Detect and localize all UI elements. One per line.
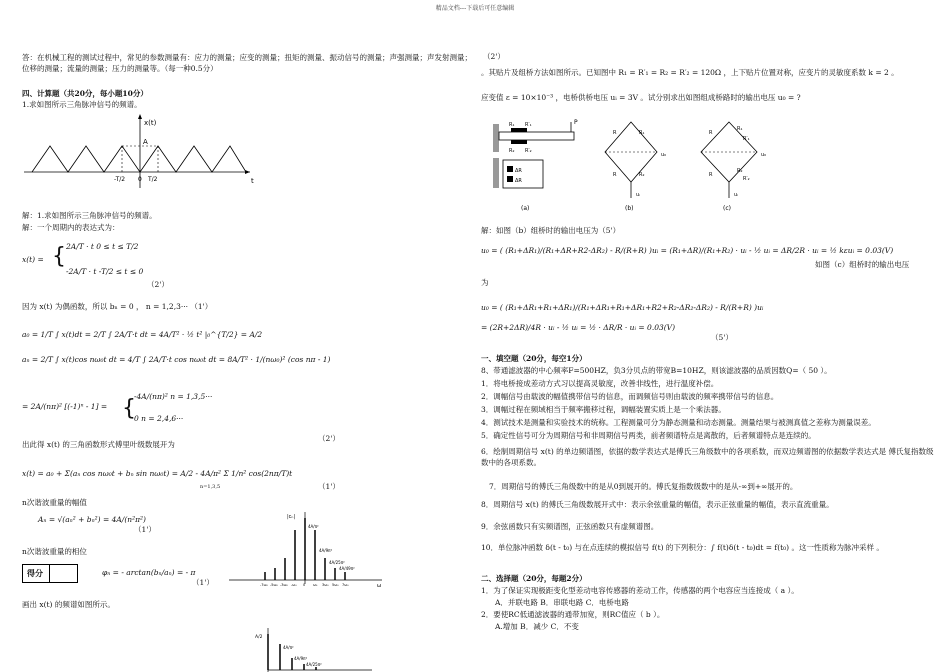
- fill-title: 一、填空题（20分，每空1分）: [481, 354, 587, 363]
- bridge-c-r-top: R: [709, 130, 713, 136]
- spectrum-lines: [265, 518, 345, 580]
- fill-item-0: 8、带通滤波器的中心频率F=500HZ，负3分贝点的带宽B=10HZ，则该滤波器的品质因数Q=（ 50 ）。: [481, 366, 832, 375]
- axis-5: 5ω₀: [332, 583, 339, 587]
- an-case1: -4A/(nπ)² n = 1,3,5···: [134, 392, 213, 401]
- a0-equation: a₀ = 1/T ∫ x(t)dt = 2/T ∫ 2A/T·t dt = 4A/T² · ½ t² |₀^{T/2} = A/2: [22, 330, 263, 339]
- spectrum-x-label: ω: [377, 583, 382, 589]
- an-equation: aₙ = 2/T ∫ x(t)cos nω₀t dt = 4/T ∫ 2A/T·t cos nω₀t dt = 8A/T² · 1/(nω₀)² (cos nπ - 1): [22, 355, 331, 364]
- score-divider: [49, 565, 50, 582]
- gauge-detail: [503, 160, 543, 188]
- phase-equation: φₙ = - arctan(bₙ/aₙ) = - π: [102, 568, 196, 577]
- an-score: （2'）: [318, 434, 340, 443]
- figure-b: [605, 122, 666, 212]
- an-result: = 2A/(nπ)² [(-1)ⁿ - 1] =: [22, 402, 108, 411]
- bridge-c-r1: R₁: [737, 126, 743, 132]
- label-r2-dr: ΔR: [515, 178, 522, 184]
- score-box: [22, 564, 78, 583]
- fig1-tlabel: t: [251, 177, 254, 185]
- fig1-pos-half: T/2: [148, 176, 158, 183]
- series-sum-range: n=1,3,5: [200, 484, 221, 490]
- series-equation: x(t) = a₀ + Σ(aₙ cos nω₀t + bₙ sin nω₀t) = A/2 - 4A/π² Σ 1/n² cos(2nπ/T)t: [22, 469, 293, 478]
- amplitude-score: （1'）: [134, 525, 156, 534]
- figure-b-label: (b): [625, 205, 634, 212]
- label-r2: R₂: [509, 148, 515, 154]
- phase-title: n次谐波重量的相位: [22, 547, 87, 556]
- equation-c2: = (2R+2ΔR)/4R · uᵢ - ½ uᵢ = ½ · ΔR/R · uᵢ = 0.03(V): [481, 323, 676, 332]
- left-column: [22, 12, 477, 672]
- bridge-c-r2: R₂: [737, 168, 743, 174]
- phase-label-2: 4A/9π²: [294, 656, 308, 661]
- series-intro: 出此得 x(t) 的三角函数形式傅里叶级数展开为: [22, 440, 175, 449]
- solution-c: 如图（c）组桥时的输出电压: [815, 260, 910, 269]
- solution-period: 解：一个周期内的表达式为：: [22, 223, 120, 232]
- even-function-note: 因为 x(t) 为偶函数，所以 bₙ = 0 ， n = 1,2,3··· （1'）: [22, 302, 213, 311]
- amplitude-equation: Aₙ = √(aₙ² + bₙ²) = 4A/(n²π²): [38, 515, 146, 524]
- fig1-ylabel: x(t): [144, 119, 157, 127]
- fill-item-9: 9．余弦函数只有实频谱图，正弦函数只有虚频谱图。: [481, 522, 659, 531]
- x-axis-arrow: [138, 114, 142, 119]
- figure-c-label: (c): [723, 205, 731, 212]
- bridge-c-ui: uᵢ: [734, 192, 739, 198]
- bridge-question-1: 。其贴片及组桥方法如图所示。已知图中 R₁ = R′₁ = R₂ = R′₂ = 120Ω ，上下贴片位置对称，应变片的灵敏度系数 k = 2 。: [481, 68, 899, 77]
- bridge-c-r-bottom: R: [709, 172, 713, 178]
- fill-item-5: 5．确定性信号可分为周期信号和非周期信号两类，前者频谱特点是离散的，后者频谱特点是连续的。: [481, 431, 816, 440]
- fill-item-1: 1．将电桥接成差动方式习以提高灵敏度，改善非线性，进行温度补偿。: [481, 379, 719, 388]
- bridge-c-u0: u₀: [761, 152, 767, 158]
- amplitude-spectrum-figure: [227, 508, 387, 590]
- figure-a: [493, 119, 578, 212]
- bridge-b-r2: R₂: [639, 172, 645, 178]
- score-label: 得分: [27, 568, 43, 578]
- phase-label-1: 4A/π²: [283, 645, 294, 650]
- axis-m1: -ω₀: [291, 583, 297, 587]
- gauge-bottom: [511, 140, 527, 144]
- phase-label-0: A/2: [255, 635, 263, 640]
- series-score: （1'）: [318, 482, 340, 491]
- phase-spectrum-figure: [244, 624, 374, 672]
- figure-c: [701, 122, 766, 212]
- choice-item-1: A．并联电路 B．串联电路 C．电桥电路: [495, 598, 629, 607]
- spectrum-label-3: 4A/49π²: [339, 566, 355, 571]
- spectrum-y-label: |cₙ|: [287, 514, 296, 520]
- equation-b: u₀ = ( (R₁+ΔR₁)/(R₁+ΔR+R2-ΔR₂) - R/(R+R) )uᵢ = (R₁+ΔR)/(R₁+R₂) · uᵢ - ½ uᵢ = ΔR/2R · uᵢ = ½ kεuᵢ = 0.03(V): [481, 246, 894, 255]
- fill-item-7: 7．周期信号的傅氏三角级数中的是从0到展开的。傅氏复指数级数中的是从-∞到+∞展开的。: [489, 482, 798, 491]
- clamp-top: [493, 124, 499, 152]
- phase-label-3: 4A/25π²: [306, 662, 322, 667]
- fill-item-2: 2．调幅信号由载波的幅值携带信号的信息，而调频信号则由载波的频率携带信号的信息。: [481, 392, 779, 401]
- right-column: [481, 12, 941, 672]
- spectrum-label-1: 4A/9π²: [319, 548, 333, 553]
- phase-score: （1'）: [192, 578, 214, 587]
- section4-title: 四、计算题（共20分，每小题10分）: [22, 89, 148, 98]
- label-r1-dr: ΔR: [515, 168, 522, 174]
- fill-item-4: 4．测试技术是测量和实验技术的统称。工程测量可分为静态测量和动态测量。测量结果与被测真值之差称为测量误差。: [481, 418, 876, 427]
- axis-7: 7ω₀: [342, 583, 349, 587]
- label-r1: R₁: [509, 122, 515, 128]
- bridge-b-u0: u₀: [661, 152, 667, 158]
- gauge-detail-2: [507, 176, 513, 182]
- answer-intro: 答：在机械工程的测试过程中，常见的参数测量有：应力的测量；应变的测量；扭矩的测量、振动信号的测量；声强测量；声发射测量；位移的测量；流量的测量；压力的测量等。（每一种0.5分）: [22, 53, 472, 73]
- triangle-wave: [32, 146, 246, 172]
- choice-item-3: A.增加 B．减少 C．不变: [495, 622, 579, 631]
- draw-spectrum-note: 画出 x(t) 的频谱如图所示。: [22, 600, 115, 609]
- fig1-neg-half: -T/2: [114, 176, 126, 183]
- axis-m5: -5ω₀: [270, 583, 278, 587]
- bridge-b-ui: uᵢ: [636, 192, 641, 198]
- fill-item-6: 6．绘制周期信号 x(t) 的单边频谱图，依据的数学表达式是傅氏三角级数中的各项系数，而双边频谱图的依据数学表达式是 傅氏复指数级数中的各项系数。: [481, 447, 934, 467]
- axis-0: 0: [303, 583, 306, 587]
- force-label: P: [574, 119, 578, 126]
- solution-b: 解：如图（b）组桥时的输出电压为（5'）: [481, 226, 621, 235]
- choice-item-2: 2．要使RC低通滤波器的通带加宽，则RC值应（ b ）。: [481, 610, 665, 619]
- gauge-detail-1: [507, 166, 513, 172]
- question-1: 1.求如图所示三角脉冲信号的频谱。: [22, 100, 142, 109]
- amplitude-title: n次谐波重量的幅值: [22, 498, 87, 507]
- axis-1: ω₀: [313, 583, 318, 587]
- label-r2p: R′₂: [525, 148, 532, 154]
- bridge-b-r1: R₁: [639, 130, 645, 136]
- piecewise-row2: -2A/T · t -T/2 ≤ t ≤ 0: [66, 267, 144, 276]
- spectrum-label-2: 4A/25π²: [329, 560, 345, 565]
- label-r1p: R′₁: [525, 122, 532, 128]
- an-case2: 0 n = 2,4,6···: [134, 414, 184, 423]
- gauge-top: [511, 128, 527, 132]
- bridge-b-r-top: R: [613, 130, 617, 136]
- score-5: （5'）: [711, 333, 733, 342]
- choice-title: 二、选择题（20分，每题2分）: [481, 574, 587, 583]
- axis-m7: -7ω₀: [260, 583, 268, 587]
- bridge-c-r1p: R′₁: [743, 136, 750, 142]
- fill-item-3: 3．调幅过程在频域相当于频率搬移过程，调幅装置实质上是一个乘法器。: [481, 405, 726, 414]
- solution-intro: 解：1.求如图所示三角脉冲信号的频谱。: [22, 211, 157, 220]
- fig1-zero: 0: [138, 176, 142, 183]
- axis-m3: -3ω₀: [280, 583, 288, 587]
- triangle-pulse-figure: [22, 110, 262, 190]
- figure-a-label: (a): [521, 205, 530, 212]
- piecewise-score: （2'）: [147, 280, 169, 289]
- page-header: 精品文档---下载后可任意编辑: [435, 5, 515, 12]
- axis-3: 3ω₀: [322, 583, 329, 587]
- an-brace: {: [122, 396, 136, 421]
- bridge-b-r-bottom: R: [613, 172, 617, 178]
- clamp-bottom: [493, 158, 499, 188]
- choice-item-0: 1．为了保证实现极距变化型差动电容传感器的差动工作，传感器的两个电容应当连接成（ a ）。: [481, 586, 799, 595]
- fill-item-10: 10．单位脉冲函数 δ(t - t₀) 与在点连续的模拟信号 f(t) 的下列积分：∫ f(t)δ(t - t₀)dt = f(t₀) 。这一性质称为脉冲采样 。: [481, 543, 884, 552]
- equation-c1: u₀ = ( (R₁+ΔR₁+R₁+ΔR₁)/(R₁+ΔR₁+R₁+ΔR₁+R2+R₂-ΔR₂-ΔR₂) - R/(R+R) )uᵢ: [481, 303, 764, 312]
- cantilever-beam: [499, 132, 574, 140]
- piecewise-row1: 2A/T · t 0 ≤ t ≤ T/2: [66, 242, 139, 251]
- fig1-amp: A: [143, 138, 148, 146]
- spectrum-label-0: 4A/π²: [308, 524, 319, 529]
- fill-item-8: 8．周期信号 x(t) 的傅氏三角级数展开式中：表示余弦重量的幅值，表示正弦重量的幅值，表示直流重量。: [481, 500, 834, 509]
- piecewise-brace: {: [52, 244, 66, 269]
- wei-label: 为: [481, 278, 489, 287]
- bridge-c-r2p: R′₂: [743, 176, 750, 182]
- bridge-question-2: 应变值 ε = 10×10⁻³ ，电桥供桥电压 uᵢ = 3V 。试分别求出如图组成桥路时的输出电压 u₀ = ?: [481, 93, 801, 102]
- bridge-figures: [491, 114, 781, 214]
- right-score-top: （2'）: [483, 52, 505, 61]
- piecewise-lhs: x(t) =: [22, 255, 44, 264]
- spectrum-axis-labels: [260, 583, 349, 587]
